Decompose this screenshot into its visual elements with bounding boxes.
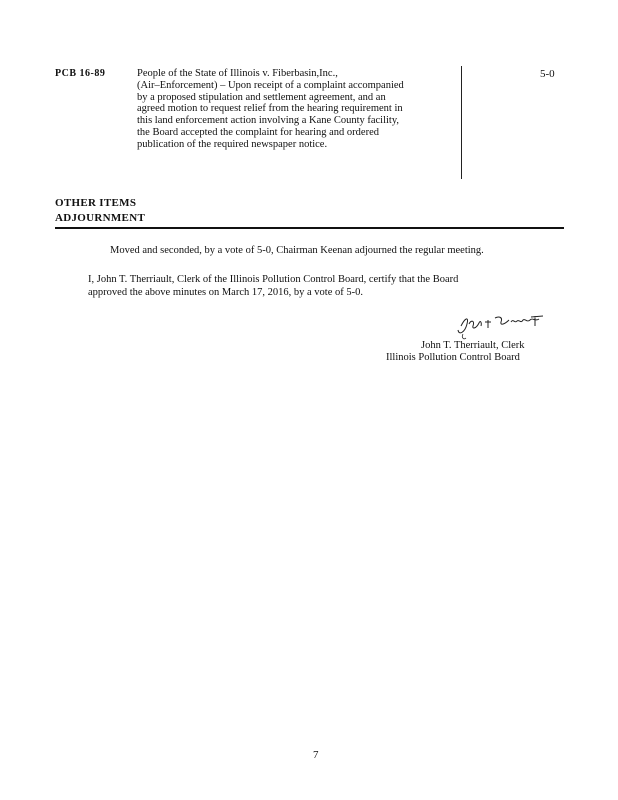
certification-paragraph xyxy=(88,273,538,299)
case-number: PCB 16-89 xyxy=(55,68,106,79)
case-line: publication of the required newspaper notice. xyxy=(137,138,328,150)
section-heading-adjournment: ADJOURNMENT xyxy=(55,212,146,224)
case-line: People of the State of Illinois v. Fiberbasin,Inc., xyxy=(137,68,338,79)
case-line: by a proposed stipulation and settlement agreement, and an xyxy=(137,91,386,103)
case-line: this land enforcement action involving a Kane County facility, xyxy=(137,115,400,127)
adjournment-paragraph: Moved and seconded, by a vote of 5-0, Chairman Keenan adjourned the regular meeting. xyxy=(110,245,484,256)
page-number: 7 xyxy=(313,749,319,761)
clerk-name: John T. Therriault, Clerk xyxy=(421,340,525,351)
case-line: (Air–Enforcement) – Upon receipt of a complaint accompanied xyxy=(137,79,404,91)
section-heading-other-items: OTHER ITEMS xyxy=(55,197,137,209)
clerk-organization: Illinois Pollution Control Board xyxy=(386,352,520,363)
handwritten-signature xyxy=(455,310,550,342)
case-description xyxy=(137,68,445,151)
case-line: the Board accepted the complaint for hearing and ordered xyxy=(137,126,379,138)
column-divider xyxy=(461,66,462,179)
section-rule xyxy=(55,227,564,229)
certification-line: approved the above minutes on March 17, 2016, by a vote of 5-0. xyxy=(88,287,363,298)
certification-line: I, John T. Therriault, Clerk of the Illinois Pollution Control Board, certify that the Board xyxy=(88,274,459,285)
vote-result: 5-0 xyxy=(540,68,555,80)
case-line: agreed motion to request relief from the hearing requirement in xyxy=(137,103,403,115)
